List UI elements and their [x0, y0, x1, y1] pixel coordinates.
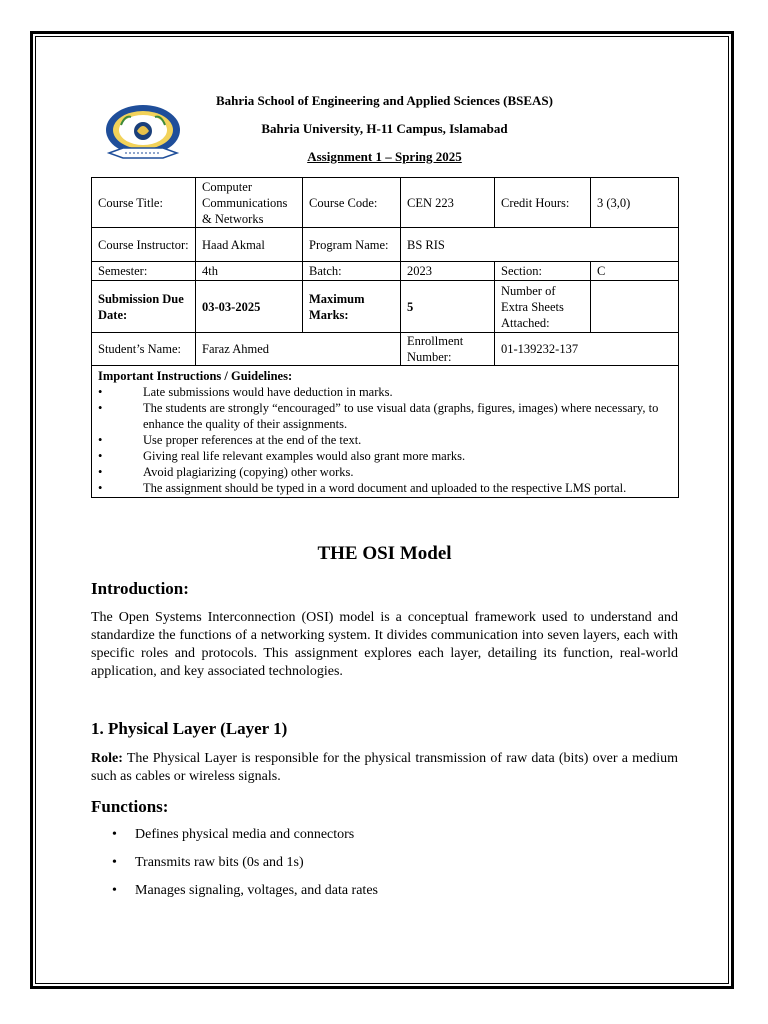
- credit-hours-label: Credit Hours:: [495, 178, 591, 228]
- credit-hours-value: 3 (3,0): [591, 178, 679, 228]
- instructions-list: [98, 384, 672, 496]
- list-item: • Use proper references at the end of the text.: [98, 433, 362, 447]
- list-item: • The assignment should be typed in a word document and uploaded to the respective LMS portal.: [98, 481, 627, 495]
- list-item: • Transmits raw bits (0s and 1s): [112, 855, 304, 870]
- batch-label: Batch:: [303, 262, 401, 281]
- role-label: Role:: [91, 751, 123, 766]
- table-row: [92, 262, 679, 281]
- max-marks-value: 5: [401, 281, 495, 333]
- instructions-box: [92, 366, 679, 498]
- role-text: The Physical Layer is responsible for the physical transmission of raw data (bits) over a medium such as cables or wireless signals.: [91, 751, 678, 784]
- course-info-table: [91, 177, 679, 498]
- semester-label: Semester:: [92, 262, 196, 281]
- section-value: C: [591, 262, 679, 281]
- intro-paragraph: The Open Systems Interconnection (OSI) model is a conceptual framework used to understand and standardize the functions of a networking system. It divides communication into seven layers, each with specific roles and protocols. This assignment explores each layer, detailing its function, real-world application, and key associated technologies.: [91, 610, 678, 679]
- max-marks-label: Maximum Marks:: [303, 281, 401, 333]
- list-item: • Manages signaling, voltages, and data rates: [112, 883, 378, 898]
- campus-name: Bahria University, H-11 Campus, Islamabad: [261, 121, 508, 136]
- course-title-label: Course Title:: [92, 178, 196, 228]
- functions-heading: Functions:: [91, 797, 169, 816]
- document-title: THE OSI Model: [317, 543, 452, 564]
- functions-list: [91, 826, 678, 910]
- instructions-title: Important Instructions / Guidelines:: [98, 369, 293, 383]
- course-code-label: Course Code:: [303, 178, 401, 228]
- assignment-title: Assignment 1 – Spring 2025: [307, 149, 462, 164]
- course-code-value: CEN 223: [401, 178, 495, 228]
- table-row: [92, 366, 679, 498]
- enrollment-label: Enrollment Number:: [401, 333, 495, 366]
- course-title-value: Computer Communications & Networks: [196, 178, 303, 228]
- due-date-value: 03-03-2025: [196, 281, 303, 333]
- extra-sheets-value: [591, 281, 679, 333]
- role-paragraph: [91, 750, 678, 786]
- table-row: [92, 178, 679, 228]
- due-date-label: Submission Due Date:: [92, 281, 196, 333]
- school-name: Bahria School of Engineering and Applied Sciences (BSEAS): [216, 93, 553, 108]
- section-label: Section:: [495, 262, 591, 281]
- table-row: [92, 333, 679, 366]
- student-name-label: Student’s Name:: [92, 333, 196, 366]
- semester-value: 4th: [196, 262, 303, 281]
- list-item: • Defines physical media and connectors: [112, 827, 355, 842]
- layer1-heading: 1. Physical Layer (Layer 1): [91, 719, 288, 738]
- instructor-value: Haad Akmal: [196, 228, 303, 262]
- table-row: [92, 281, 679, 333]
- list-item: • Giving real life relevant examples would also grant more marks.: [98, 449, 466, 463]
- table-row: [92, 228, 679, 262]
- intro-heading: Introduction:: [91, 579, 189, 598]
- instructor-label: Course Instructor:: [92, 228, 196, 262]
- list-item: • Avoid plagiarizing (copying) other works.: [98, 465, 354, 479]
- student-name-value: Faraz Ahmed: [196, 333, 401, 366]
- batch-value: 2023: [401, 262, 495, 281]
- enrollment-value: 01-139232-137: [495, 333, 679, 366]
- program-value: BS RIS: [401, 228, 679, 262]
- list-item: • Late submissions would have deduction in marks.: [98, 385, 393, 399]
- list-item: • The students are strongly “encouraged” to use visual data (graphs, figures, images) where necessary, to enhance the quality of their assignments.: [98, 401, 659, 431]
- program-label: Program Name:: [303, 228, 401, 262]
- extra-sheets-label: Number of Extra Sheets Attached:: [495, 281, 591, 333]
